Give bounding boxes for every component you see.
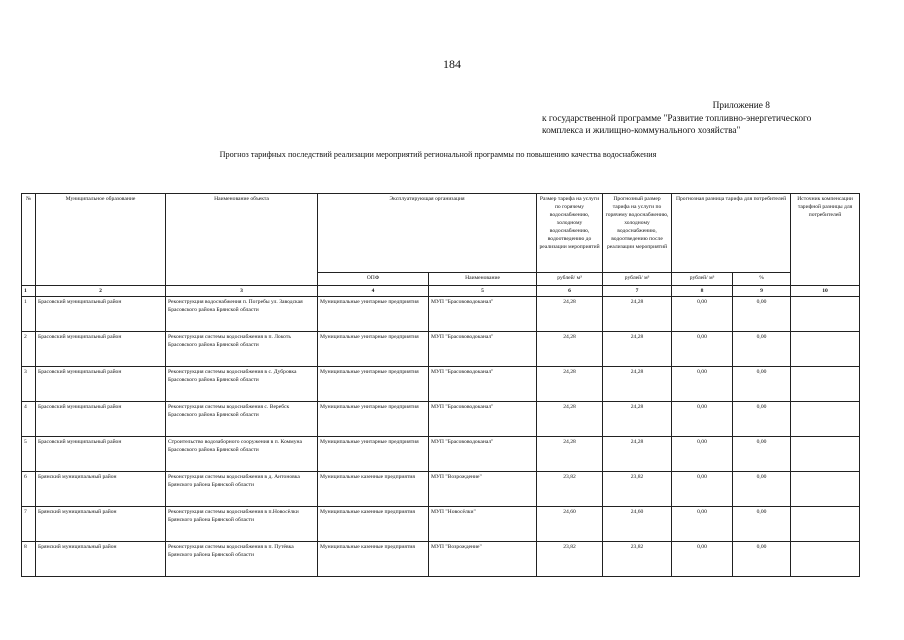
table-row	[22, 437, 860, 472]
column-number: 3	[166, 286, 318, 297]
table-row	[22, 402, 860, 437]
table-row	[22, 332, 860, 367]
tariff-table	[21, 193, 860, 577]
cell-tariff-before: 24,28	[537, 332, 603, 367]
appendix-block	[542, 100, 842, 138]
appendix-line: комплекса и жилищно-коммунального хозяйства"	[542, 126, 741, 136]
cell-municipality: Брасовский муниципальный район	[36, 402, 166, 437]
cell-opf: Муниципальные казенные предприятия	[318, 472, 429, 507]
cell-tariff-after: 24,60	[603, 507, 672, 542]
cell-source	[791, 472, 860, 507]
cell-diff: 0,00	[672, 437, 733, 472]
cell-percent: 0,00	[733, 542, 791, 577]
cell-org: МУП "Возрождение"	[429, 542, 537, 577]
cell-org: МУП "Брасововодоканал"	[429, 402, 537, 437]
column-number: 2	[36, 286, 166, 297]
cell-opf: Муниципальные унитарные предприятия	[318, 332, 429, 367]
cell-diff: 0,00	[672, 367, 733, 402]
cell-percent: 0,00	[733, 507, 791, 542]
cell-opf: Муниципальные унитарные предприятия	[318, 367, 429, 402]
cell-source	[791, 367, 860, 402]
cell-diff: 0,00	[672, 472, 733, 507]
table-row	[22, 472, 860, 507]
cell-tariff-after: 24,28	[603, 437, 672, 472]
header-difference: Прогнозная разница тарифа для потребителей	[672, 194, 791, 273]
cell-org: МУП "Новосёлки"	[429, 507, 537, 542]
header-municipality: Муниципальное образование	[36, 194, 166, 286]
cell-tariff-before: 24,60	[537, 507, 603, 542]
cell-object: Реконструкция системы водоснабжения в п. Путёвка Брянского района Брянской области	[166, 542, 318, 577]
appendix-title: Приложение 8	[712, 101, 770, 111]
cell-opf: Муниципальные унитарные предприятия	[318, 437, 429, 472]
cell-tariff-after: 24,28	[603, 332, 672, 367]
header-unit-diff: рублей/ м³	[672, 273, 733, 286]
cell-source	[791, 332, 860, 367]
cell-diff: 0,00	[672, 507, 733, 542]
cell-num: 2	[22, 332, 36, 367]
cell-opf: Муниципальные унитарные предприятия	[318, 402, 429, 437]
column-number: 5	[429, 286, 537, 297]
table-row	[22, 507, 860, 542]
cell-source	[791, 437, 860, 472]
cell-municipality: Брасовский муниципальный район	[36, 437, 166, 472]
page-number: 184	[443, 57, 461, 71]
header-tariff-after: Прогнозный размер тарифа на услуги по горячему водоснабжению, холодному водоснабжению, водоотведению после реализации мероприятий	[603, 194, 672, 273]
column-number: 4	[318, 286, 429, 297]
document-heading: Прогноз тарифных последствий реализации мероприятий региональной программы по повышению качества водоснабжения	[219, 150, 657, 159]
cell-municipality: Брянский муниципальный район	[36, 507, 166, 542]
cell-org: МУП "Брасововодоканал"	[429, 367, 537, 402]
cell-opf: Муниципальные казенные предприятия	[318, 542, 429, 577]
cell-tariff-after: 24,28	[603, 297, 672, 332]
cell-object: Реконструкция системы водоснабжения с. Веребск Брасовского района Брянской области	[166, 402, 318, 437]
cell-tariff-before: 24,28	[537, 367, 603, 402]
header-compensation: Источник компенсации тарифной разницы для потребителей	[791, 194, 860, 286]
cell-opf: Муниципальные унитарные предприятия	[318, 297, 429, 332]
cell-tariff-before: 23,82	[537, 472, 603, 507]
cell-num: 3	[22, 367, 36, 402]
appendix-line: к государственной программе "Развитие топливно-энергетического	[542, 113, 812, 124]
table-row	[22, 297, 860, 332]
cell-org: МУП "Брасововодоканал"	[429, 297, 537, 332]
cell-tariff-before: 24,28	[537, 402, 603, 437]
cell-tariff-before: 24,28	[537, 437, 603, 472]
cell-object: Реконструкция системы водоснабжения в п. Локоть Брасовского района Брянской области	[166, 332, 318, 367]
header-operator: Эксплуатирующая организация	[318, 194, 537, 273]
column-number: 9	[733, 286, 791, 297]
cell-num: 6	[22, 472, 36, 507]
header-object: Наименование объекта	[166, 194, 318, 286]
cell-percent: 0,00	[733, 437, 791, 472]
cell-object: Реконструкция системы водоснабжения в д. Антоновка Брянского района Брянской области	[166, 472, 318, 507]
column-number: 1	[22, 286, 36, 297]
column-number-row	[22, 286, 860, 297]
column-number: 7	[603, 286, 672, 297]
column-number: 10	[791, 286, 860, 297]
cell-municipality: Брянский муниципальный район	[36, 542, 166, 577]
cell-diff: 0,00	[672, 402, 733, 437]
cell-municipality: Брасовский муниципальный район	[36, 332, 166, 367]
cell-percent: 0,00	[733, 472, 791, 507]
cell-tariff-before: 23,82	[537, 542, 603, 577]
cell-org: МУП "Брасововодоканал"	[429, 437, 537, 472]
cell-tariff-before: 24,28	[537, 297, 603, 332]
header-name: Наименование	[429, 273, 537, 286]
cell-source	[791, 297, 860, 332]
cell-municipality: Брасовский муниципальный район	[36, 297, 166, 332]
column-number: 6	[537, 286, 603, 297]
cell-source	[791, 542, 860, 577]
header-row	[22, 194, 860, 273]
cell-diff: 0,00	[672, 542, 733, 577]
table-row	[22, 367, 860, 402]
cell-diff: 0,00	[672, 332, 733, 367]
cell-org: МУП "Брасововодоканал"	[429, 332, 537, 367]
cell-num: 1	[22, 297, 36, 332]
header-num: №	[22, 194, 36, 286]
cell-percent: 0,00	[733, 332, 791, 367]
table-row	[22, 542, 860, 577]
cell-tariff-after: 23,82	[603, 542, 672, 577]
cell-tariff-after: 23,82	[603, 472, 672, 507]
cell-opf: Муниципальные казенные предприятия	[318, 507, 429, 542]
cell-object: Реконструкция системы водоснабжения в п.Новосёлки Брянского района Брянской области	[166, 507, 318, 542]
cell-source	[791, 507, 860, 542]
cell-object: Реконструкция системы водоснабжения в с. Дубровка Брасовского района Брянской области	[166, 367, 318, 402]
cell-tariff-after: 24,28	[603, 402, 672, 437]
cell-municipality: Брасовский муниципальный район	[36, 367, 166, 402]
cell-percent: 0,00	[733, 367, 791, 402]
cell-tariff-after: 24,28	[603, 367, 672, 402]
header-tariff-before: Размер тарифа на услуги по горячему водоснабжению, холодному водоснабжению, водоотведению до реализации мероприятий	[537, 194, 603, 273]
cell-object: Строительство водозаборного сооружения в п. Коммуна Брасовского района Брянской области	[166, 437, 318, 472]
header-percent: %	[733, 273, 791, 286]
column-number: 8	[672, 286, 733, 297]
header-unit-after: рублей/ м³	[603, 273, 672, 286]
cell-num: 4	[22, 402, 36, 437]
cell-object: Реконструкция водоснабжения п. Погребы ул. Заводская Брасовского района Брянской области	[166, 297, 318, 332]
cell-source	[791, 402, 860, 437]
cell-diff: 0,00	[672, 297, 733, 332]
cell-org: МУП "Возрождение"	[429, 472, 537, 507]
cell-municipality: Брянский муниципальный район	[36, 472, 166, 507]
cell-percent: 0,00	[733, 402, 791, 437]
header-opf: ОПФ	[318, 273, 429, 286]
cell-num: 8	[22, 542, 36, 577]
cell-num: 7	[22, 507, 36, 542]
header-unit-before: рублей/ м³	[537, 273, 603, 286]
cell-percent: 0,00	[733, 297, 791, 332]
cell-num: 5	[22, 437, 36, 472]
